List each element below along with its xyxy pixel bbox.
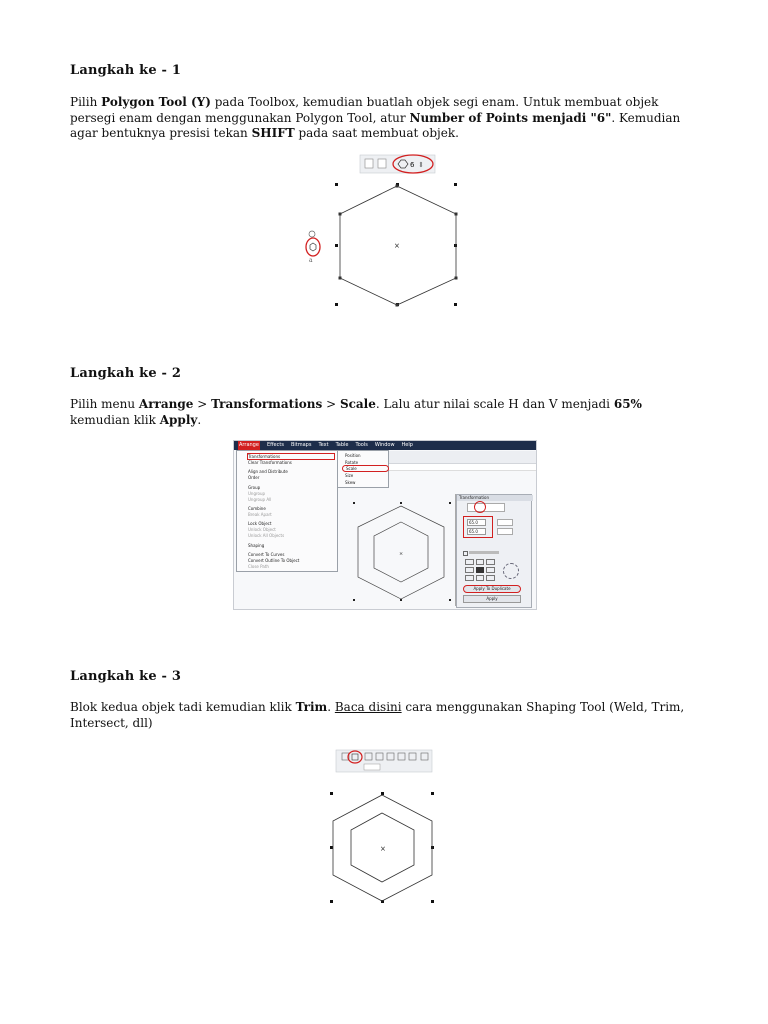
step-2-title: Langkah ke - 2: [70, 366, 182, 381]
step-3-instructions: Blok kedua objek tadi kemudian klik Trim. Baca disini cara menggunakan Shaping Tool (Weld, Trim, Intersect, dll): [70, 700, 685, 730]
submenu-item-scale[interactable]: Scale: [342, 465, 389, 472]
step-1-title: Langkah ke - 1: [70, 63, 182, 78]
menu-bitmaps[interactable]: Bitmaps: [290, 442, 312, 448]
transformations-submenu: [337, 450, 389, 488]
menu-table[interactable]: Table: [335, 442, 349, 448]
polygon-tool-icon: [306, 231, 320, 264]
read-here-link[interactable]: Baca disini: [334, 700, 402, 714]
menu-item[interactable]: Clear Transformations: [248, 460, 292, 465]
svg-text:×: ×: [394, 242, 400, 250]
menu-item[interactable]: Order: [248, 475, 260, 480]
polygon-hexagon-figure: [300, 150, 475, 320]
scaled-hexagons: [352, 501, 454, 605]
step-2-instructions: Pilih menu Arrange > Transformations > Scale. Lalu atur nilai scale H dan V menjadi 65% kemudian klik Apply.: [70, 397, 642, 427]
menu-item[interactable]: Shaping: [248, 543, 265, 548]
menu-item[interactable]: Align and Distribute: [248, 469, 288, 474]
menu-effects[interactable]: Effects: [266, 442, 284, 448]
shaping-toolbar: [336, 750, 432, 772]
svg-text:×: ×: [380, 845, 386, 853]
menu-item[interactable]: Ungroup All: [248, 497, 272, 502]
svg-text:⇕: ⇕: [418, 161, 424, 169]
svg-text:a: a: [309, 257, 313, 264]
apply-button[interactable]: Apply: [463, 595, 521, 603]
menu-item[interactable]: Close Path: [248, 564, 269, 569]
svg-text:6: 6: [410, 161, 415, 169]
menu-item[interactable]: Convert Outline To Object: [248, 558, 300, 563]
scale-tab-highlight[interactable]: [474, 501, 486, 513]
menu-text[interactable]: Text: [318, 442, 329, 448]
menu-item[interactable]: Break Apart: [248, 512, 272, 517]
step-1-instructions: Pilih Polygon Tool (Y) pada Toolbox, kemudian buatlah objek segi enam. Untuk membuat objek persegi enam dengan menggunakan Polygon Tool, atur Number of Points menjadi "6". Kemudian agar bentuknya presisi tekan SHIFT pada saat membuat objek.: [70, 95, 681, 140]
scale-v-field[interactable]: 65.0: [467, 528, 486, 535]
scale-h-field[interactable]: 65.0: [467, 519, 486, 526]
polygon-property-bar: [360, 155, 435, 173]
submenu-item[interactable]: Rotate: [345, 460, 359, 465]
docker-title: Transformation: [457, 495, 533, 501]
menu-item[interactable]: Group: [248, 485, 261, 490]
menu-tools[interactable]: Tools: [355, 442, 368, 448]
menu-item[interactable]: Unlock Object: [248, 527, 276, 532]
menubar: [234, 441, 537, 450]
menu-item-transformations[interactable]: Transformations: [247, 453, 335, 460]
menu-item[interactable]: Ungroup: [248, 491, 266, 496]
submenu-item[interactable]: Size: [345, 473, 354, 478]
menu-arrange[interactable]: Arrange: [239, 442, 259, 448]
svg-text:×: ×: [399, 551, 404, 557]
step-3-title: Langkah ke - 3: [70, 669, 182, 684]
trim-hexagons-figure: [328, 745, 438, 907]
transformation-docker: [456, 494, 532, 608]
menu-help[interactable]: Help: [401, 442, 413, 448]
transformations-screenshot: [233, 440, 537, 610]
submenu-item[interactable]: Skew: [345, 480, 356, 485]
arrange-dropdown-menu: [236, 450, 338, 572]
submenu-item[interactable]: Position: [345, 453, 361, 458]
menu-item[interactable]: Lock Object: [248, 521, 272, 526]
menu-window[interactable]: Window: [374, 442, 395, 448]
apply-to-duplicate-button[interactable]: Apply To Duplicate: [463, 585, 521, 593]
menu-item[interactable]: Combine: [248, 506, 266, 511]
menu-item[interactable]: Unlock All Objects: [248, 533, 285, 538]
menu-item[interactable]: Convert To Curves: [248, 552, 285, 557]
